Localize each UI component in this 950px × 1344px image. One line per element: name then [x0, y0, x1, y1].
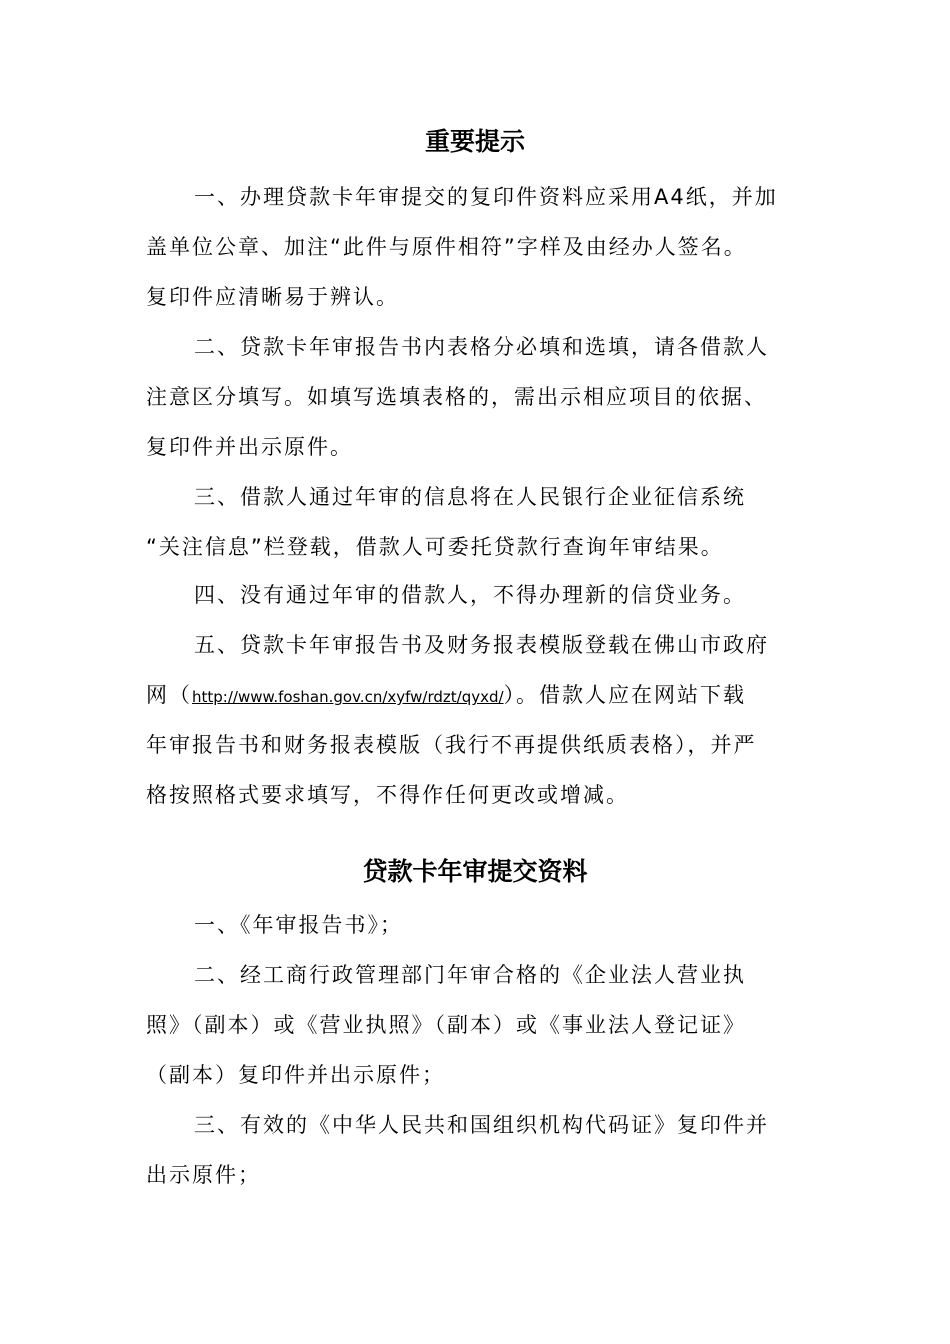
link-prefix: 网（: [146, 683, 192, 707]
materials-item-2-line-1: 二、经工商行政管理部门年审合格的《企业法人营业执: [194, 963, 746, 987]
notice-item-2-line-1: 二、贷款卡年审报告书内表格分必填和选填，请各借款人: [194, 335, 769, 359]
notice-item-1-line-2: 盖单位公章、加注“此件与原件相符”字样及由经办人签名。: [146, 235, 747, 259]
notice-item-3: [146, 472, 806, 572]
materials-item-2-line-3: （副本）复印件并出示原件；: [146, 1063, 445, 1087]
notice-item-1: [146, 172, 806, 322]
notice-item-2-line-2: 注意区分填写。如填写选填表格的，需出示相应项目的依据、: [146, 385, 767, 409]
notice-title: 重要提示: [424, 127, 525, 156]
foshan-gov-link[interactable]: http://www.foshan.gov.cn/xyfw/rdzt/qyxd/: [192, 688, 504, 706]
link-suffix: ）。借款人应在网站下载: [503, 683, 747, 707]
materials-item-3-line-2: 出示原件；: [146, 1163, 261, 1187]
materials-item-1-line-1: 一、《年审报告书》；: [194, 913, 403, 937]
materials-item-2-line-2: 照》（副本）或《营业执照》（副本）或《事业法人登记证》: [146, 1013, 746, 1037]
notice-item-1-line-3: 复印件应清晰易于辨认。: [146, 285, 399, 309]
materials-item-3: [146, 1100, 806, 1200]
notice-item-2: [146, 322, 806, 472]
materials-item-2: [146, 950, 806, 1100]
notice-item-5-line-4: 格按照格式要求填写，不得作任何更改或增减。: [146, 783, 629, 807]
notice-item-3-line-1: 三、借款人通过年审的信息将在人民银行企业征信系统: [194, 485, 746, 509]
notice-item-2-line-3: 复印件并出示原件。: [146, 435, 353, 459]
notice-item-1-line-1: 一、办理贷款卡年审提交的复印件资料应采用A4纸，并加: [194, 185, 778, 209]
notice-item-5: [146, 620, 806, 820]
notice-item-5-line-3: 年审报告书和财务报表模版（我行不再提供纸质表格），并严: [146, 733, 757, 757]
notice-item-5-line-2: [146, 670, 806, 720]
materials-item-3-line-1: 三、有效的《中华人民共和国组织机构代码证》复印件并: [194, 1113, 769, 1137]
notice-item-4-line-1: 四、没有通过年审的借款人，不得办理新的信贷业务。: [194, 583, 746, 607]
notice-item-4: [146, 570, 806, 620]
notice-item-3-line-2: “关注信息”栏登载，借款人可委托贷款行查询年审结果。: [146, 535, 724, 559]
materials-item-1: [146, 900, 806, 950]
materials-title: 贷款卡年审提交资料: [362, 857, 588, 886]
notice-item-5-line-1: 五、贷款卡年审报告书及财务报表模版登载在佛山市政府: [194, 633, 769, 657]
